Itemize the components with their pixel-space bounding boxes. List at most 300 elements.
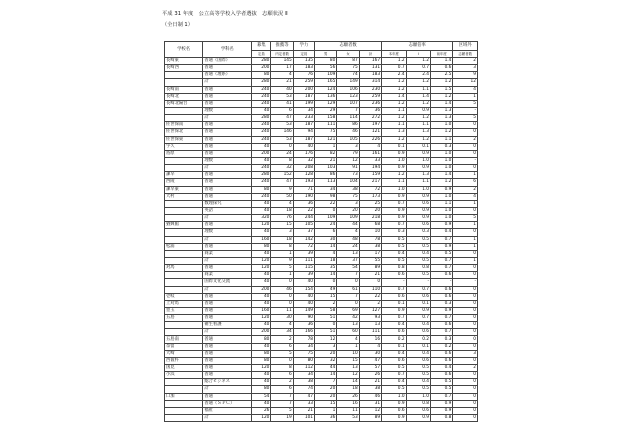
table-row xyxy=(165,100,478,107)
course-name-cell: 数理探究 xyxy=(203,200,252,207)
value-cell: 1 xyxy=(315,407,337,414)
value-cell: 0 xyxy=(453,379,478,386)
table-row xyxy=(165,193,478,200)
school-name-cell: 口加 xyxy=(165,393,203,400)
course-name-cell: 理数 xyxy=(203,157,252,164)
value-cell: 0 xyxy=(453,286,478,293)
value-cell: 194 xyxy=(359,165,381,172)
course-name-cell: 国際文化交流 xyxy=(203,279,252,286)
value-cell: 1.1 xyxy=(431,200,453,207)
value-cell: 18 xyxy=(315,257,337,264)
course-name-cell: 商業 xyxy=(203,250,252,257)
school-name-cell: 佐世保北 xyxy=(165,129,203,136)
value-cell: 240 xyxy=(252,136,271,143)
value-cell: 0.1 xyxy=(406,300,430,307)
value-cell: - xyxy=(453,157,478,164)
value-cell: 44 xyxy=(315,365,337,372)
value-cell: 193 xyxy=(293,179,314,186)
value-cell: 0.8 xyxy=(406,265,430,272)
value-cell: 0.7 xyxy=(382,372,406,379)
value-cell: 1.5 xyxy=(431,86,453,93)
value-cell: 10 xyxy=(359,229,381,236)
value-cell: 1.4 xyxy=(431,172,453,179)
table-row xyxy=(165,215,478,222)
value-cell: 0.5 xyxy=(406,257,430,264)
value-cell: 120 xyxy=(252,315,271,322)
value-cell: 280 xyxy=(252,115,271,122)
value-cell: 142 xyxy=(293,236,314,243)
value-cell: 1 xyxy=(453,93,478,100)
header-applicants: 志願者数 xyxy=(315,42,382,51)
table-row xyxy=(165,165,478,172)
value-cell: 40 xyxy=(252,293,271,300)
value-cell: 236 xyxy=(359,100,381,107)
value-cell: 13 xyxy=(359,322,381,329)
value-cell: 58 xyxy=(315,307,337,314)
value-cell: 2.4 xyxy=(382,72,406,79)
table-row xyxy=(165,372,478,379)
value-cell: 121 xyxy=(315,136,337,143)
value-cell: 47 xyxy=(271,115,293,122)
value-cell: 6 xyxy=(271,343,293,350)
header-quota-sub: 定員 xyxy=(252,51,271,58)
course-name-cell: 普通 xyxy=(203,293,252,300)
school-name-cell xyxy=(165,250,203,257)
value-cell: 36 xyxy=(293,200,314,207)
value-cell: 2 xyxy=(271,379,293,386)
value-cell: 0.5 xyxy=(431,379,453,386)
header-outside: 区域外 xyxy=(453,42,478,51)
value-cell: 1.3 xyxy=(431,107,453,114)
value-cell: 0.5 xyxy=(382,236,406,243)
course-name-cell: 普通 xyxy=(203,86,252,93)
value-cell: 0 xyxy=(453,165,478,172)
value-cell: 12 xyxy=(337,372,359,379)
table-row xyxy=(165,265,478,272)
value-cell: 86 xyxy=(315,172,337,179)
table-row xyxy=(165,115,478,122)
table-row xyxy=(165,93,478,100)
course-name-cell: 計 xyxy=(203,329,252,336)
value-cell: 161 xyxy=(359,150,381,157)
course-name-cell: 商業 xyxy=(203,272,252,279)
value-cell: 57 xyxy=(359,365,381,372)
table-row xyxy=(165,379,478,386)
value-cell: 37 xyxy=(337,257,359,264)
value-cell: 5 xyxy=(453,115,478,122)
value-cell: 72 xyxy=(359,186,381,193)
value-cell: 76 xyxy=(271,215,293,222)
value-cell: 33 xyxy=(293,400,314,407)
value-cell: 0.6 xyxy=(431,272,453,279)
value-cell: 69 xyxy=(337,307,359,314)
value-cell: 48 xyxy=(337,236,359,243)
value-cell: 197 xyxy=(359,122,381,129)
value-cell: 0.7 xyxy=(431,257,453,264)
value-cell: 14 xyxy=(315,272,337,279)
value-cell: 0.6 xyxy=(431,357,453,364)
value-cell: 1.3 xyxy=(382,129,406,136)
value-cell: 94 xyxy=(293,129,314,136)
value-cell: 320 xyxy=(252,215,271,222)
school-name-cell xyxy=(165,400,203,407)
value-cell: 0 xyxy=(271,279,293,286)
school-name-cell: 長崎東 xyxy=(165,58,203,65)
value-cell: 1.1 xyxy=(431,136,453,143)
value-cell: 1.2 xyxy=(431,79,453,86)
value-cell: 240 xyxy=(252,93,271,100)
value-cell: 0 xyxy=(315,279,337,286)
value-cell: 80 xyxy=(252,357,271,364)
value-cell: 89 xyxy=(359,265,381,272)
value-cell: 1.0 xyxy=(431,157,453,164)
course-name-cell: 普通 xyxy=(203,193,252,200)
course-name-cell: 計 xyxy=(203,165,252,172)
school-name-cell xyxy=(165,279,203,286)
value-cell: 0.3 xyxy=(431,300,453,307)
course-name-cell: 普通 xyxy=(203,122,252,129)
school-name-cell: 長崎北陽台 xyxy=(165,100,203,107)
table-row xyxy=(165,415,478,422)
value-cell: 80 xyxy=(252,386,271,393)
course-name-cell: 計 xyxy=(203,257,252,264)
header-this-year: 本年度 xyxy=(382,51,406,58)
table-row xyxy=(165,322,478,329)
value-cell: 16 xyxy=(337,400,359,407)
value-cell: 1 xyxy=(453,200,478,207)
value-cell: 4 xyxy=(271,200,293,207)
value-cell: 20 xyxy=(337,207,359,214)
value-cell: 0 xyxy=(453,293,478,300)
value-cell: 199 xyxy=(293,100,314,107)
table-row xyxy=(165,300,478,307)
school-name-cell xyxy=(165,257,203,264)
course-name-cell: 計 xyxy=(203,215,252,222)
value-cell: 0.1 xyxy=(382,343,406,350)
table-body xyxy=(165,58,478,422)
value-cell: 3 xyxy=(337,143,359,150)
value-cell: 0 xyxy=(453,207,478,214)
table-row xyxy=(165,286,478,293)
value-cell: 0.1 xyxy=(406,143,430,150)
value-cell: 0 xyxy=(453,329,478,336)
value-cell: 80 xyxy=(252,336,271,343)
value-cell: 123 xyxy=(337,93,359,100)
value-cell: 0.9 xyxy=(382,150,406,157)
value-cell: 240 xyxy=(252,165,271,172)
value-cell: 1.4 xyxy=(431,58,453,65)
value-cell: 51 xyxy=(315,315,337,322)
course-name-cell: 普通 xyxy=(203,365,252,372)
value-cell: 0.4 xyxy=(382,322,406,329)
value-cell: 32 xyxy=(315,357,337,364)
value-cell: 240 xyxy=(252,100,271,107)
value-cell: 0.4 xyxy=(406,379,430,386)
school-name-cell: 島原 xyxy=(165,150,203,157)
value-cell: 176 xyxy=(293,150,314,157)
school-name-cell: 対馬 xyxy=(165,265,203,272)
value-cell: 1.1 xyxy=(406,179,430,186)
value-cell: 0 xyxy=(315,207,337,214)
table-row xyxy=(165,179,478,186)
value-cell: 2 xyxy=(453,186,478,193)
value-cell: 240 xyxy=(252,122,271,129)
value-cell: 82 xyxy=(315,150,337,157)
value-cell: 0.1 xyxy=(382,143,406,150)
value-cell: 0.9 xyxy=(406,215,430,222)
value-cell: 0.6 xyxy=(431,350,453,357)
value-cell: 75 xyxy=(293,350,314,357)
value-cell: 0.9 xyxy=(406,150,430,157)
value-cell: 8 xyxy=(271,365,293,372)
value-cell: 7 xyxy=(337,107,359,114)
value-cell: 5 xyxy=(453,215,478,222)
value-cell: 3 xyxy=(337,200,359,207)
value-cell: 78 xyxy=(359,236,381,243)
table-row xyxy=(165,129,478,136)
course-name-cell: 計 xyxy=(203,286,252,293)
value-cell: 40 xyxy=(252,229,271,236)
value-cell: 40 xyxy=(252,250,271,257)
value-cell: 41 xyxy=(271,100,293,107)
value-cell: 2 xyxy=(453,365,478,372)
value-cell: 0.9 xyxy=(431,222,453,229)
value-cell: 4 xyxy=(271,322,293,329)
value-cell: 91 xyxy=(337,165,359,172)
value-cell: 40 xyxy=(252,372,271,379)
value-cell: 6 xyxy=(453,179,478,186)
value-cell: 0 xyxy=(271,143,293,150)
value-cell: 5 xyxy=(271,350,293,357)
value-cell: 111 xyxy=(315,122,337,129)
school-name-cell xyxy=(165,215,203,222)
value-cell: 121 xyxy=(359,129,381,136)
table-row xyxy=(165,272,478,279)
table-row xyxy=(165,257,478,264)
value-cell: 0.9 xyxy=(382,215,406,222)
value-cell: 0 xyxy=(453,300,478,307)
value-cell: 51 xyxy=(315,329,337,336)
value-cell: 19 xyxy=(271,415,293,422)
value-cell: 149 xyxy=(337,79,359,86)
value-cell: 0.9 xyxy=(431,243,453,250)
value-cell: 47 xyxy=(271,179,293,186)
value-cell: 2 xyxy=(315,300,337,307)
course-name-cell: 福祉 xyxy=(203,407,252,414)
value-cell: 39 xyxy=(293,250,314,257)
value-cell: 53 xyxy=(337,415,359,422)
value-cell: 1.0 xyxy=(431,215,453,222)
value-cell: 3 xyxy=(453,65,478,72)
value-cell: 0.9 xyxy=(382,415,406,422)
table-row xyxy=(165,229,478,236)
value-cell: 18 xyxy=(271,207,293,214)
value-cell: 0 xyxy=(453,143,478,150)
value-cell: 120 xyxy=(252,265,271,272)
value-cell: 53 xyxy=(271,93,293,100)
value-cell: 0.4 xyxy=(431,229,453,236)
header-ratio-i: Ⅰ xyxy=(406,51,430,58)
school-name-cell: 松浦 xyxy=(165,243,203,250)
course-name-cell: 普通 xyxy=(203,372,252,379)
table-row xyxy=(165,65,478,72)
value-cell: 30 xyxy=(315,236,337,243)
value-cell: 5 xyxy=(271,265,293,272)
course-name-cell: 普通 xyxy=(203,307,252,314)
value-cell: 0 xyxy=(453,272,478,279)
value-cell: 26 xyxy=(252,407,271,414)
table-row xyxy=(165,343,478,350)
value-cell: 0.9 xyxy=(382,207,406,214)
value-cell: 0.7 xyxy=(406,286,430,293)
value-cell: 280 xyxy=(252,79,271,86)
header-total: 計 xyxy=(359,51,381,58)
school-name-cell: 猶興館 xyxy=(165,222,203,229)
value-cell: 1.0 xyxy=(382,186,406,193)
value-cell: 0 xyxy=(453,250,478,257)
table-row xyxy=(165,407,478,414)
value-cell: 0 xyxy=(453,407,478,414)
school-name-cell: 長崎南 xyxy=(165,86,203,93)
value-cell: 7 xyxy=(315,379,337,386)
value-cell: 21 xyxy=(359,379,381,386)
value-cell: 154 xyxy=(293,286,314,293)
value-cell: 80 xyxy=(293,357,314,364)
value-cell: 0.5 xyxy=(406,236,430,243)
value-cell: 230 xyxy=(359,86,381,93)
course-name-cell: 普通 xyxy=(203,265,252,272)
header-course: 学科名 xyxy=(203,42,252,58)
value-cell: 1 xyxy=(271,250,293,257)
value-cell: 0.7 xyxy=(406,315,430,322)
value-cell: 29 xyxy=(315,107,337,114)
value-cell: 0 xyxy=(453,336,478,343)
school-name-cell xyxy=(165,329,203,336)
value-cell: 2.5 xyxy=(431,72,453,79)
value-cell: 7 xyxy=(271,393,293,400)
value-cell: 1 xyxy=(453,222,478,229)
value-cell: 218 xyxy=(359,215,381,222)
value-cell: 173 xyxy=(359,193,381,200)
school-name-cell: 壱岐 xyxy=(165,293,203,300)
school-name-cell xyxy=(165,115,203,122)
value-cell: 0 xyxy=(453,357,478,364)
course-name-cell: 普通（理系） xyxy=(203,72,252,79)
table-row xyxy=(165,293,478,300)
header-ratio: 志願倍率 xyxy=(382,42,453,51)
value-cell: 75 xyxy=(337,65,359,72)
table-row xyxy=(165,157,478,164)
value-cell: 4 xyxy=(337,336,359,343)
value-cell: 12 xyxy=(315,336,337,343)
value-cell: 15 xyxy=(271,222,293,229)
school-name-cell xyxy=(165,72,203,79)
value-cell: 1.3 xyxy=(406,129,430,136)
value-cell: 0 xyxy=(337,279,359,286)
course-name-cell: 普通 xyxy=(203,100,252,107)
header-academic: 学力 xyxy=(293,42,314,51)
value-cell: 115 xyxy=(293,265,314,272)
value-cell: 46 xyxy=(337,129,359,136)
value-cell: 31 xyxy=(359,400,381,407)
value-cell: 4 xyxy=(453,193,478,200)
value-cell: 0.7 xyxy=(382,222,406,229)
value-cell: 20 xyxy=(315,386,337,393)
page-title: 平成 31 年度 公立高等学校入学者選抜 志願状況 Ⅱ xyxy=(162,11,288,17)
value-cell: 0.3 xyxy=(406,229,430,236)
value-cell: 111 xyxy=(359,329,381,336)
value-cell: 40 xyxy=(252,143,271,150)
value-cell: - xyxy=(382,279,406,286)
value-cell: - xyxy=(431,279,453,286)
value-cell: 40 xyxy=(252,400,271,407)
value-cell: 1.1 xyxy=(406,122,430,129)
value-cell: 0 xyxy=(337,300,359,307)
value-cell: 21 xyxy=(293,407,314,414)
course-name-cell: 普通 xyxy=(203,315,252,322)
value-cell: 0 xyxy=(271,293,293,300)
header-outside-sub: 志願者数 xyxy=(453,51,478,58)
value-cell: 7 xyxy=(337,293,359,300)
value-cell: 135 xyxy=(293,58,314,65)
value-cell: 9 xyxy=(453,72,478,79)
value-cell: 0.7 xyxy=(431,265,453,272)
school-name-cell xyxy=(165,415,203,422)
value-cell: 6 xyxy=(271,107,293,114)
value-cell: 50 xyxy=(271,193,293,200)
table-row xyxy=(165,250,478,257)
value-cell: 98 xyxy=(315,193,337,200)
value-cell: 0.1 xyxy=(382,300,406,307)
value-cell: 208 xyxy=(293,165,314,172)
header-quota: 募集 xyxy=(252,42,271,51)
school-name-cell: 豊玉 xyxy=(165,307,203,314)
value-cell: 200 xyxy=(252,65,271,72)
value-cell: 0.6 xyxy=(382,272,406,279)
school-name-cell: 諫早 xyxy=(165,172,203,179)
value-cell: 38 xyxy=(359,386,381,393)
value-cell: 159 xyxy=(359,172,381,179)
value-cell: 2 xyxy=(453,136,478,143)
course-name-cell: 計 xyxy=(203,79,252,86)
value-cell: 1.4 xyxy=(382,93,406,100)
value-cell: 12 xyxy=(359,407,381,414)
value-cell: 0.5 xyxy=(431,386,453,393)
value-cell: 2 xyxy=(359,300,381,307)
value-cell: 14 xyxy=(315,243,337,250)
school-name-cell xyxy=(165,272,203,279)
course-name-cell: 理数 xyxy=(203,107,252,114)
table-row xyxy=(165,86,478,93)
value-cell: 113 xyxy=(315,179,337,186)
value-cell: 80 xyxy=(252,243,271,250)
table-row xyxy=(165,72,478,79)
value-cell: 0 xyxy=(453,415,478,422)
value-cell: 54 xyxy=(252,393,271,400)
value-cell: 120 xyxy=(252,222,271,229)
value-cell: 1.2 xyxy=(382,100,406,107)
value-cell: 0.3 xyxy=(382,229,406,236)
value-cell: 68 xyxy=(359,222,381,229)
course-name-cell: 普通 xyxy=(203,350,252,357)
value-cell: 13 xyxy=(337,250,359,257)
value-cell: 1.2 xyxy=(406,58,430,65)
school-name-cell xyxy=(165,322,203,329)
value-cell: 244 xyxy=(293,215,314,222)
value-cell: 4 xyxy=(271,72,293,79)
table-row xyxy=(165,279,478,286)
value-cell: 1.0 xyxy=(431,150,453,157)
